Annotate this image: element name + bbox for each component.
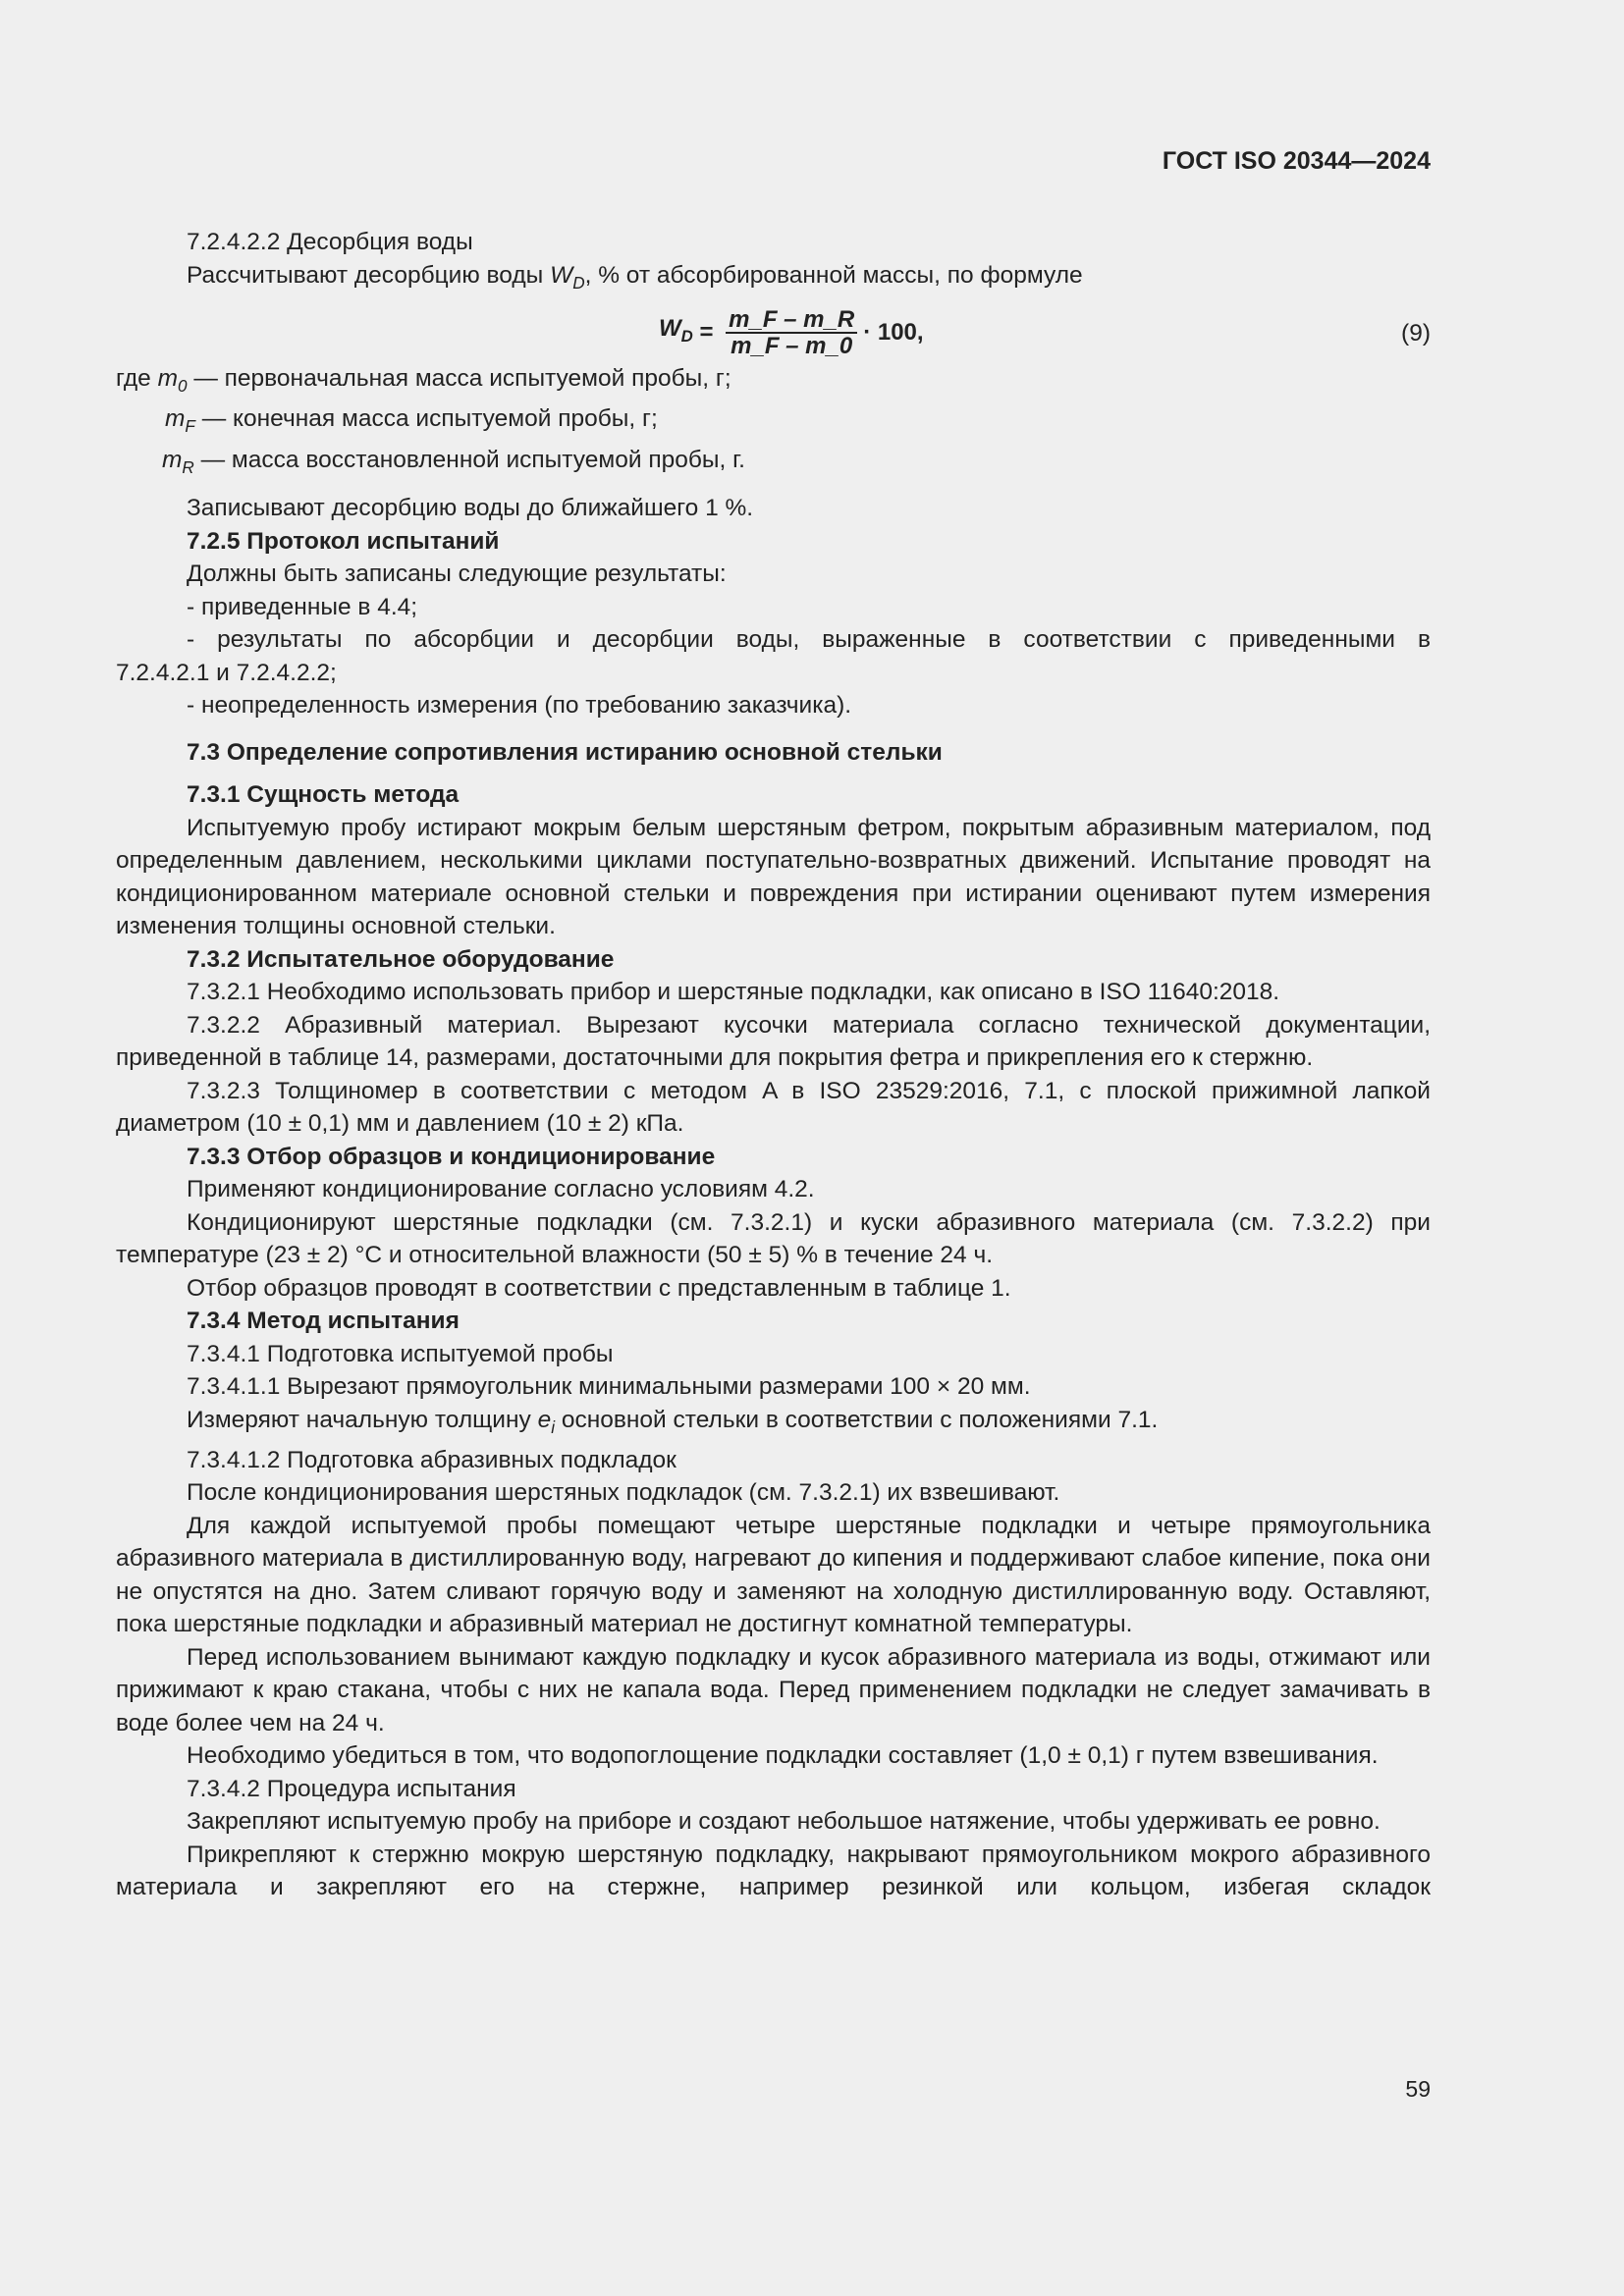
- variable: [165, 405, 195, 437]
- formula-lhs: [659, 312, 693, 352]
- paragraph-7-3-4-2-2: Прикрепляют к стержню мокрую шерстяную подкладку, накрывают прямоугольником мокрого абразивного материала и закрепляют его на стержне, например резинкой или кольцом, избегая складок: [116, 1841, 1431, 1901]
- var-symbol: W: [550, 261, 573, 289]
- formula-9: [116, 303, 1431, 360]
- section-title-7-2-4-2-2: 7.2.4.2.2 Десорбция воды: [187, 229, 473, 255]
- var-subscript: 0: [178, 375, 188, 396]
- var-subscript: D: [572, 272, 585, 293]
- paragraph-7-3-3-1: Применяют кондиционирование согласно условиям 4.2.: [187, 1176, 815, 1203]
- text-span: , % от абсорбированной массы, по формуле: [584, 261, 1083, 289]
- var-subscript: R: [182, 456, 194, 477]
- var-subscript: F: [185, 416, 195, 437]
- formula-number: (9): [1401, 319, 1431, 347]
- section-title-7-3-4: 7.3.4 Метод испытания: [187, 1308, 460, 1335]
- paragraph-7-3-4-1-1-b: [116, 1404, 1431, 1444]
- variable: [550, 261, 585, 293]
- section-title-7-3: 7.3 Определение сопротивления истиранию основной стельки: [187, 738, 943, 766]
- report-item-2-line-1: - результаты по абсорбции и десорбции воды, выраженные в соответствии с приведенными в: [187, 626, 1431, 654]
- fraction-denominator: m_F – m_0: [731, 332, 853, 359]
- section-title-7-3-2: 7.3.2 Испытательное оборудование: [187, 945, 615, 973]
- paragraph-7-3-2-1: 7.3.2.1 Необходимо использовать прибор и шерстяные подкладки, как описано в ISO 11640:2018.: [187, 979, 1280, 1006]
- fraction-numerator: m_F – m_R: [726, 307, 857, 334]
- where-word: где: [116, 364, 158, 392]
- formula-tail: · 100,: [863, 319, 924, 347]
- paragraph-7-3-4-1-2-1: После кондиционирования шерстяных подкладок (см. 7.3.2.1) их взвешивают.: [187, 1479, 1060, 1507]
- desorption-intro: [116, 259, 1431, 299]
- report-item-1: - приведенные в 4.4;: [187, 593, 418, 620]
- var-symbol: m: [165, 405, 186, 433]
- subsection-7-3-4-2: 7.3.4.2 Процедура испытания: [187, 1775, 516, 1802]
- paragraph-7-3-4-1-1: 7.3.4.1.1 Вырезают прямоугольник минимальными размерами 100 × 20 мм.: [187, 1373, 1031, 1401]
- lhs-subscript: D: [680, 327, 693, 347]
- section-title-7-2-5: 7.2.5 Протокол испытаний: [187, 527, 500, 555]
- formula-fraction: [726, 307, 857, 358]
- text-span: Рассчитывают десорбцию воды: [187, 261, 551, 289]
- paragraph-7-3-4-1-2-3: Перед использованием вынимают каждую подкладку и кусок абразивного материала из воды, отжимают или прижимают к краю стакана, чтобы с них не капала вода. Перед применением подкладки не следует замачивать в воде более чем на 24 ч.: [116, 1643, 1431, 1736]
- paragraph-7-3-4-1-2-4: Необходимо убедиться в том, что водопоглощение подкладки составляет (1,0 ± 0,1) г путем взвешивания.: [187, 1742, 1379, 1770]
- paragraph-7-3-3-2: Кондиционируют шерстяные подкладки (см. 7.3.2.1) и куски абразивного материала (см. 7.3.2.2) при температуре (23 ± 2) °C и относительной влажности (50 ± 5) % в течение 24 ч.: [116, 1208, 1431, 1269]
- paragraph-7-3-2-3: 7.3.2.3 Толщиномер в соответствии с методом A в ISO 23529:2016, 7.1, с плоской прижимной лапкой диаметром (10 ± 0,1) мм и давлением (10 ± 2) кПа.: [116, 1077, 1431, 1138]
- paragraph-7-3-1: Испытуемую пробу истирают мокрым белым шерстяным фетром, покрытым абразивным материалом, под определенным давлением, несколькими циклами поступательно-возвратных движений. Испытание проводят на кондиционированном материале основной стельки и повреждения при истирании оценивают путем измерения изменения толщины основной стельки.: [116, 814, 1431, 940]
- var-symbol: m: [157, 364, 178, 392]
- equals-sign: =: [692, 319, 721, 347]
- paragraph-7-3-3-3: Отбор образцов проводят в соответствии с представленным в таблице 1.: [187, 1274, 1011, 1302]
- lhs-symbol: W: [659, 315, 681, 343]
- document-header: ГОСТ ISO 20344—2024: [1162, 147, 1431, 175]
- formula-expression: [659, 307, 924, 358]
- report-item-2-line-2: 7.2.4.2.1 и 7.2.4.2.2;: [116, 659, 337, 686]
- report-intro: Должны быть записаны следующие результаты:: [187, 561, 727, 588]
- legend-text: — конечная масса испытуемой пробы, г;: [194, 405, 658, 433]
- legend-row-mr: [116, 444, 1431, 484]
- legend-text: — масса восстановленной испытуемой пробы, г.: [193, 446, 745, 473]
- var-symbol: m: [162, 446, 183, 473]
- desorption-record: Записывают десорбцию воды до ближайшего 1 %.: [187, 495, 754, 522]
- page-number: 59: [1405, 2076, 1431, 2102]
- section-title-7-3-3: 7.3.3 Отбор образцов и кондиционирование: [187, 1143, 716, 1170]
- variable: [162, 446, 194, 477]
- paragraph-7-3-4-2-1: Закрепляют испытуемую пробу на приборе и создают небольшое натяжение, чтобы удерживать ее ровно.: [187, 1808, 1380, 1836]
- text-span: Измеряют начальную толщину: [187, 1406, 538, 1433]
- legend-text: — первоначальная масса испытуемой пробы, г;: [187, 364, 731, 392]
- var-subscript: i: [551, 1416, 556, 1437]
- subsection-7-3-4-1: 7.3.4.1 Подготовка испытуемой пробы: [187, 1340, 614, 1367]
- legend-row-mf: [116, 402, 1431, 443]
- var-symbol: e: [537, 1406, 552, 1433]
- paragraph-7-3-4-1-2-2: Для каждой испытуемой пробы помещают четыре шерстяные подкладки и четыре прямоугольника абразивного материала в дистиллированную воду, нагревают до кипения и поддерживают слабое кипение, пока они не опустятся на дно. Затем сливают горячую воду и заменяют на холодную дистиллированную воду. Оставляют, пока шерстяные подкладки и абразивный материал не достигнут комнатной температуры.: [116, 1512, 1431, 1638]
- subsection-7-3-4-1-2: 7.3.4.1.2 Подготовка абразивных подкладок: [187, 1446, 677, 1473]
- variable: [537, 1406, 556, 1437]
- legend-row-m0: [116, 362, 1431, 402]
- variable: [157, 364, 188, 396]
- page-content: [116, 226, 1431, 1904]
- paragraph-7-3-2-2: 7.3.2.2 Абразивный материал. Вырезают кусочки материала согласно технической документации, приведенной в таблице 14, размерами, достаточными для покрытия фетра и прикрепления его к стержню.: [116, 1011, 1431, 1072]
- report-item-3: - неопределенность измерения (по требованию заказчика).: [187, 692, 852, 720]
- formula-legend: [116, 362, 1431, 484]
- section-title-7-3-1: 7.3.1 Сущность метода: [187, 781, 460, 809]
- text-span: основной стельки в соответствии с положениями 7.1.: [555, 1406, 1159, 1433]
